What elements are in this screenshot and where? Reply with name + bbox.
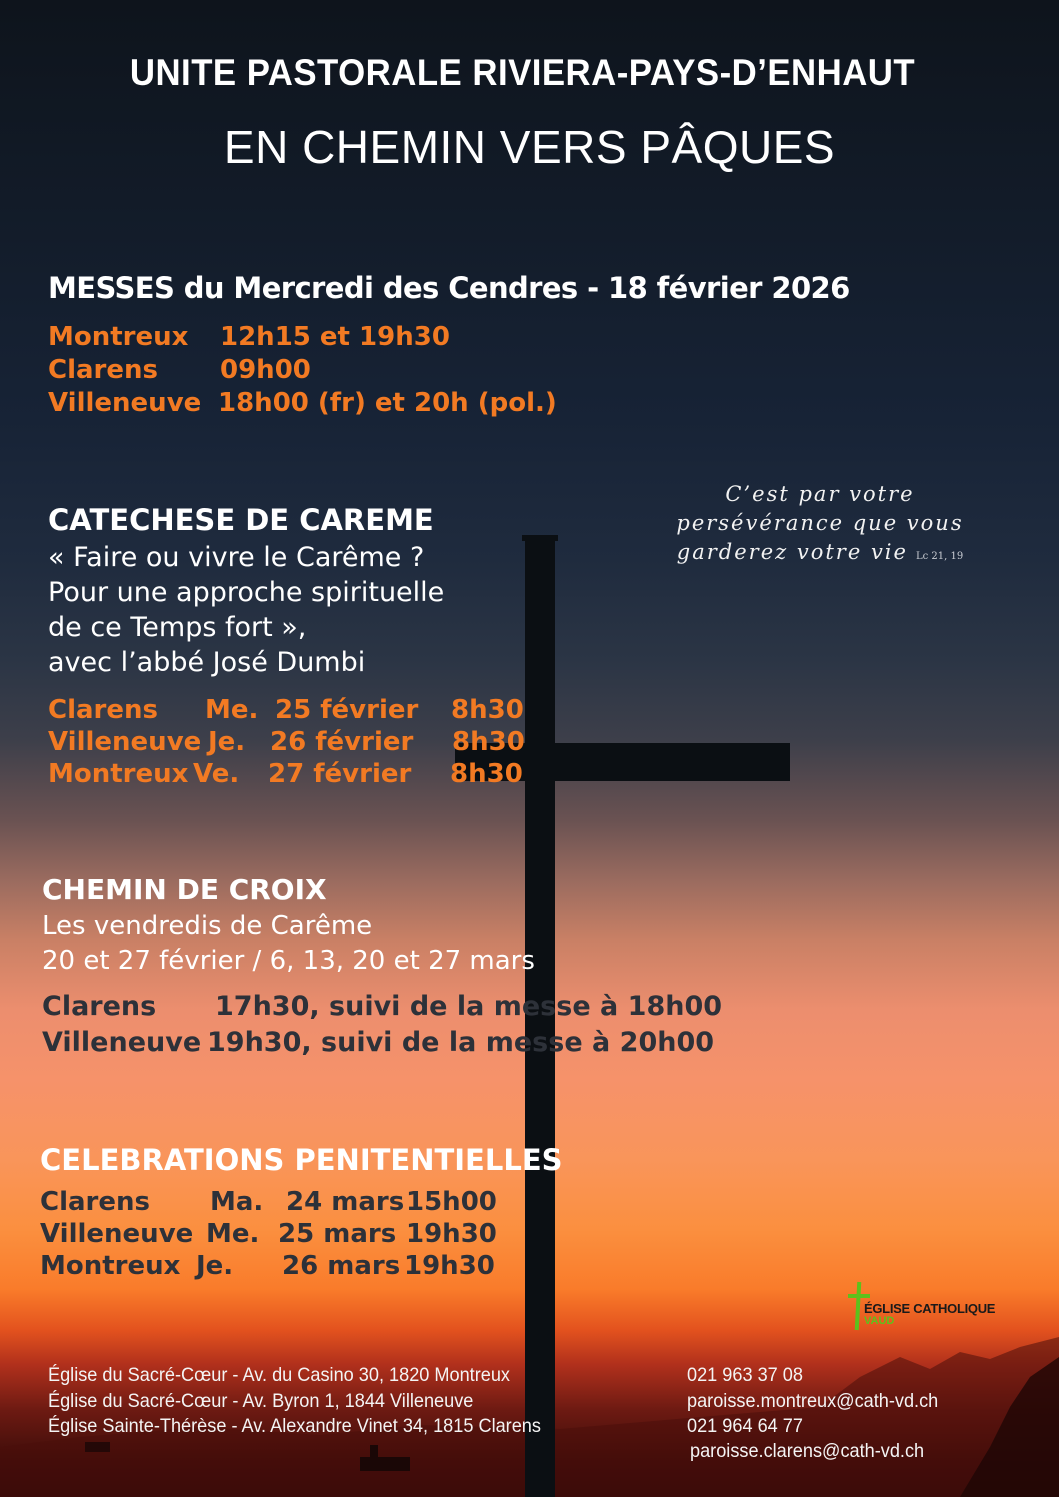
email-clarens-link[interactable]: paroisse.clarens@cath-vd.ch: [690, 1440, 925, 1462]
phone-clarens: 021 964 64 77: [687, 1415, 803, 1437]
phone-montreux: 021 963 37 08: [687, 1364, 803, 1386]
celebrations-place: Montreux: [40, 1251, 181, 1281]
catechese-row: [48, 727, 525, 757]
quote-line: garderez votre vie: [676, 540, 908, 564]
address-line: Église Sainte-Thérèse - Av. Alexandre Vinet 34, 1815 Clarens: [48, 1415, 541, 1437]
messes-time: 12h15 et 19h30: [220, 322, 450, 352]
celebrations-day: Ma.: [210, 1187, 264, 1217]
catechese-date: 26 février: [270, 727, 414, 757]
quote-line: C’est par votre: [725, 482, 915, 506]
catechese-description-line: « Faire ou vivre le Carême ?: [48, 542, 425, 573]
chemin-place: Clarens: [42, 991, 157, 1022]
page-title: EN CHEMIN VERS PÂQUES: [223, 121, 836, 173]
messes-row: [48, 388, 557, 418]
eglise-catholique-vaud-logo: [848, 1280, 1018, 1332]
messes-time: 18h00 (fr) et 20h (pol.): [218, 388, 557, 418]
celebrations-date: 24 mars: [286, 1187, 405, 1217]
scripture-quote: [660, 480, 980, 571]
logo-line1: ÉGLISE CATHOLIQUE: [864, 1301, 996, 1316]
celebrations-title: CELEBRATIONS PENITENTIELLES: [40, 1143, 563, 1177]
catechese-place: Montreux: [48, 759, 189, 789]
celebrations-time: 15h00: [406, 1187, 497, 1217]
messes-time: 09h00: [220, 355, 311, 385]
logo-line2: VAUD: [864, 1315, 895, 1327]
chemin-de-croix-title: CHEMIN DE CROIX: [42, 873, 327, 906]
chemin-place: Villeneuve: [42, 1027, 202, 1058]
chemin-detail: 17h30, suivi de la messe à 18h00: [215, 991, 723, 1022]
chemin-de-croix-row: [42, 1027, 714, 1058]
address-line: Église du Sacré-Cœur - Av. Byron 1, 1844 Villeneuve: [48, 1390, 474, 1412]
celebrations-date: 25 mars: [278, 1219, 397, 1249]
catechese-row: [48, 695, 524, 725]
celebrations-place: Clarens: [40, 1187, 150, 1217]
celebrations-day: Je.: [196, 1251, 234, 1281]
catechese-day: Je.: [208, 727, 246, 757]
celebrations-row: [40, 1219, 497, 1249]
catechese-title: CATECHESE DE CAREME: [48, 503, 434, 537]
chemin-de-croix-subtitle: Les vendredis de Carême: [42, 911, 373, 941]
chemin-detail: 19h30, suivi de la messe à 20h00: [207, 1027, 715, 1058]
celebrations-row: [40, 1251, 495, 1281]
catechese-place: Clarens: [48, 695, 158, 725]
catechese-day: Ve.: [193, 759, 240, 789]
organization-title: UNITE PASTORALE RIVIERA-PAYS-D’ENHAUT: [129, 52, 916, 93]
celebrations-time: 19h30: [404, 1251, 495, 1281]
catechese-time: 8h30: [452, 727, 525, 757]
catechese-row: [48, 759, 523, 789]
messes-place: Villeneuve: [48, 388, 202, 418]
catechese-day: Me.: [205, 695, 259, 725]
catechese-description-line: avec l’abbé José Dumbi: [48, 647, 366, 678]
quote-reference: Lc 21, 19: [915, 551, 964, 562]
celebrations-day: Me.: [206, 1219, 260, 1249]
chemin-de-croix-dates: 20 et 27 février / 6, 13, 20 et 27 mars: [42, 946, 535, 976]
address-line: Église du Sacré-Cœur - Av. du Casino 30, 1820 Montreux: [48, 1364, 511, 1386]
messes-row: [48, 322, 450, 352]
messes-place: Clarens: [48, 355, 158, 385]
messes-row: [48, 355, 311, 385]
catechese-description-line: Pour une approche spirituelle: [48, 577, 445, 608]
catechese-date: 27 février: [268, 759, 412, 789]
catechese-time: 8h30: [450, 759, 523, 789]
messes-title: MESSES du Mercredi des Cendres - 18 février 2026: [48, 271, 850, 305]
quote-line: persévérance que vous: [676, 511, 964, 535]
catechese-date: 25 février: [275, 695, 419, 725]
celebrations-date: 26 mars: [282, 1251, 401, 1281]
celebrations-time: 19h30: [406, 1219, 497, 1249]
catechese-place: Villeneuve: [48, 727, 202, 757]
catechese-description-line: de ce Temps fort »,: [48, 612, 307, 643]
logo-cross-icon: [855, 1282, 862, 1330]
messes-place: Montreux: [48, 322, 189, 352]
celebrations-place: Villeneuve: [40, 1219, 194, 1249]
catechese-time: 8h30: [451, 695, 524, 725]
celebrations-row: [40, 1187, 497, 1217]
chemin-de-croix-row: [42, 991, 722, 1022]
email-montreux-link[interactable]: paroisse.montreux@cath-vd.ch: [687, 1390, 939, 1412]
